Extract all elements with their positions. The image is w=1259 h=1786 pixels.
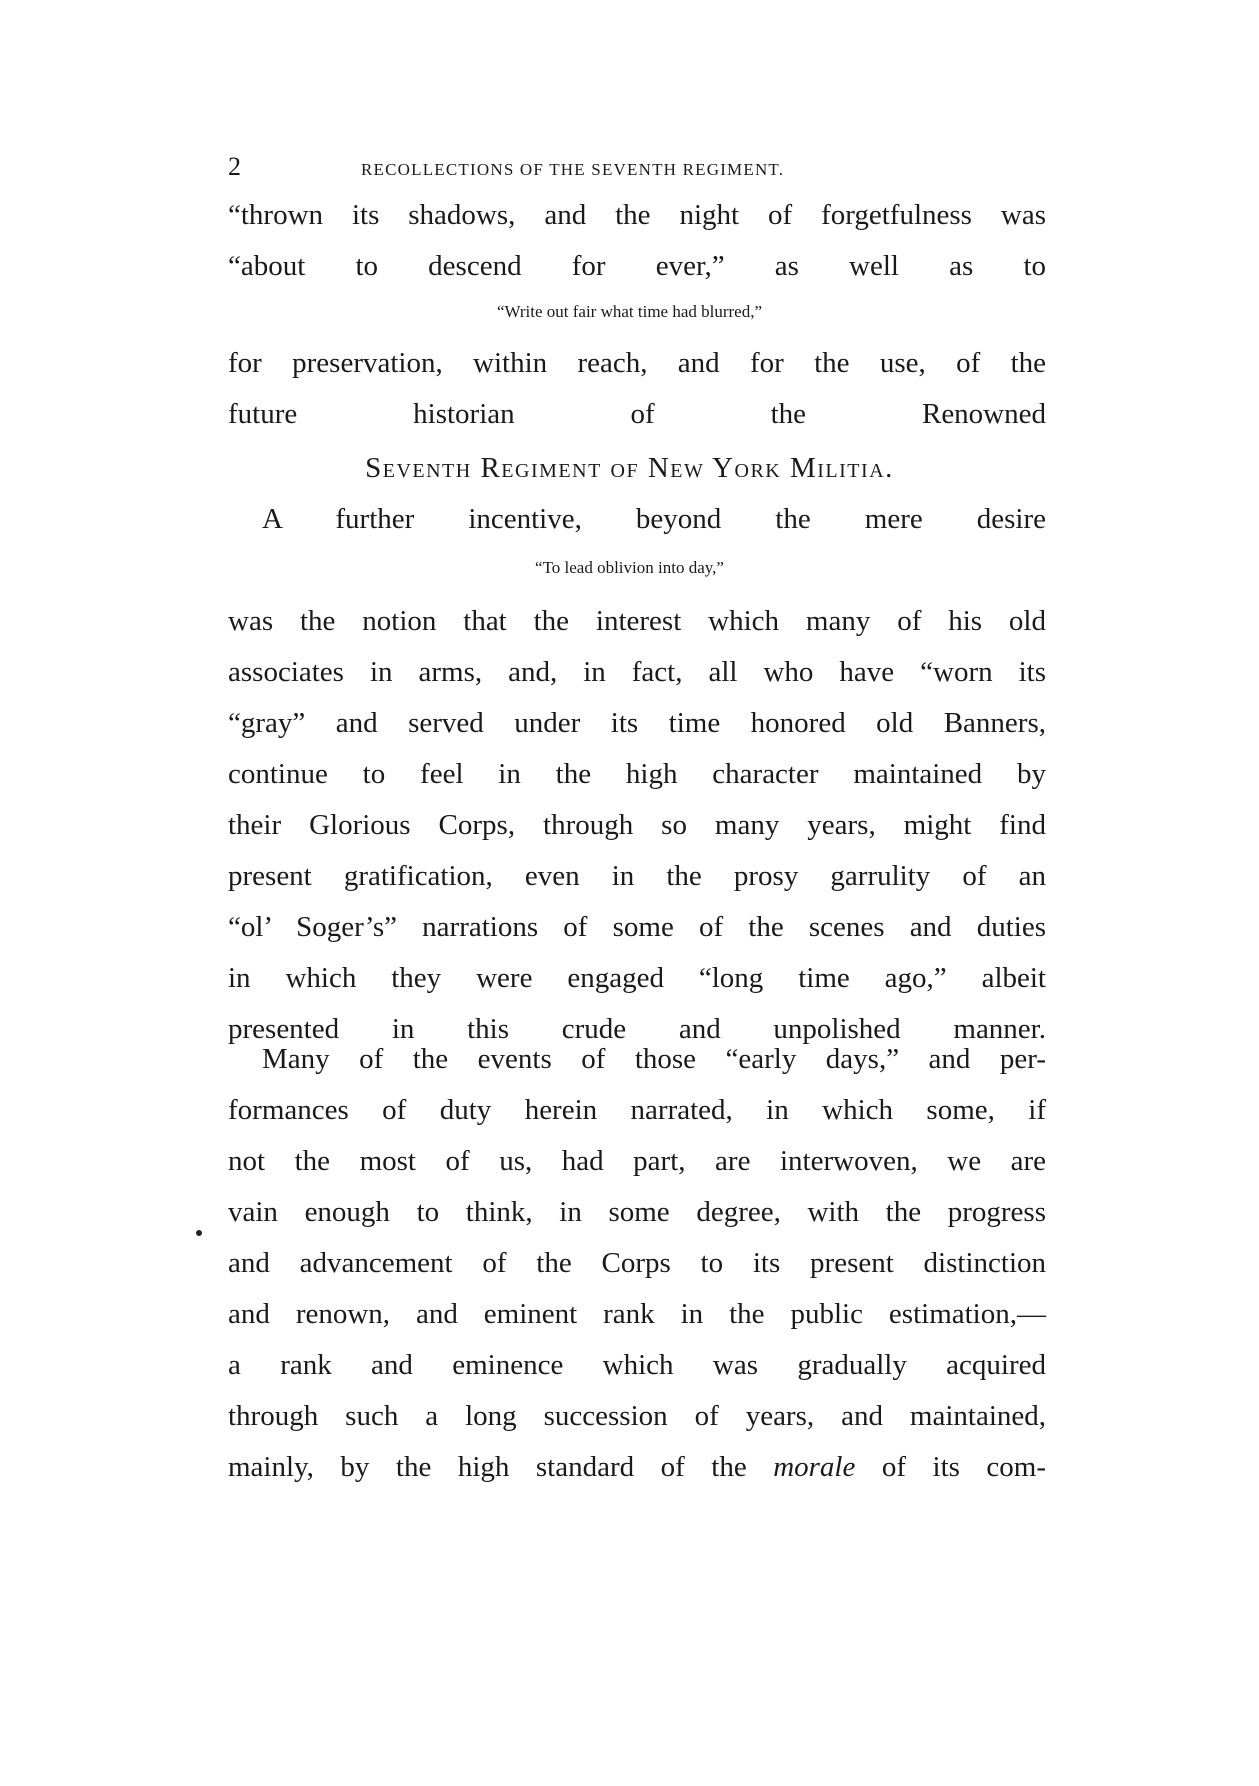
running-head: RECOLLECTIONS OF THE SEVENTH REGIMENT. (361, 160, 785, 179)
text-line: through such a long succession of years, and maintained, (228, 1400, 1046, 1432)
page-header (228, 152, 1048, 192)
text-line: a rank and eminence which was gradually acquired (228, 1349, 1046, 1381)
text-line: was the notion that the interest which many of his old (228, 605, 1046, 637)
text-line: formances of duty herein narrated, in which some, if (228, 1094, 1046, 1126)
margin-mark (196, 1230, 202, 1236)
italic-word: morale (773, 1451, 856, 1483)
text-line: associates in arms, and, in fact, all who have “worn its (228, 656, 1046, 688)
paragraph-events (228, 1034, 1046, 1493)
paragraph-preservation (228, 338, 1046, 440)
text-line: their Glorious Corps, through so many years, might find (228, 809, 1046, 841)
text-line: vain enough to think, in some degree, with the progress (228, 1196, 1046, 1228)
text-line: present gratification, even in the prosy garrulity of an (228, 860, 1046, 892)
paragraph-notion (228, 596, 1046, 1055)
text-line: and renown, and eminent rank in the public estimation,— (228, 1298, 1046, 1330)
page-number: 2 (228, 152, 241, 181)
text-line: and advancement of the Corps to its present distinction (228, 1247, 1046, 1279)
text-line: “about to descend for ever,” as well as to (228, 250, 1046, 282)
text-line: in which they were engaged “long time ago,” albeit (228, 962, 1046, 994)
text-line: A further incentive, beyond the mere desire (262, 503, 1046, 535)
text-line: not the most of us, had part, are interwoven, we are (228, 1145, 1046, 1177)
paragraph-incentive (228, 494, 1046, 545)
text-line: “gray” and served under its time honored old Banners, (228, 707, 1046, 739)
text-line: continue to feel in the high character maintained by (228, 758, 1046, 790)
text-line-last (228, 1442, 1046, 1493)
epigraph-quote: “To lead oblivion into day,” (535, 558, 724, 577)
epigraph-quote: “Write out fair what time had blurred,” (496, 302, 763, 321)
text-line: future historian of the Renowned (228, 398, 1046, 430)
text-line: “thrown its shadows, and the night of forgetfulness was (228, 199, 1046, 231)
text-fragment: of its com- (881, 1451, 1046, 1483)
text-line: “ol’ Soger’s” narrations of some of the scenes and duties (228, 911, 1046, 943)
paragraph-continuation (228, 190, 1046, 292)
text-line: Many of the events of those “early days,” and per- (262, 1043, 1046, 1075)
text-line: for preservation, within reach, and for the use, of the (228, 347, 1046, 379)
text-fragment: mainly, by the high standard of the (228, 1451, 747, 1483)
regiment-title: Seventh Regiment of New York Militia. (365, 452, 894, 484)
text-line: presented in this crude and unpolished manner. (228, 1013, 1046, 1045)
